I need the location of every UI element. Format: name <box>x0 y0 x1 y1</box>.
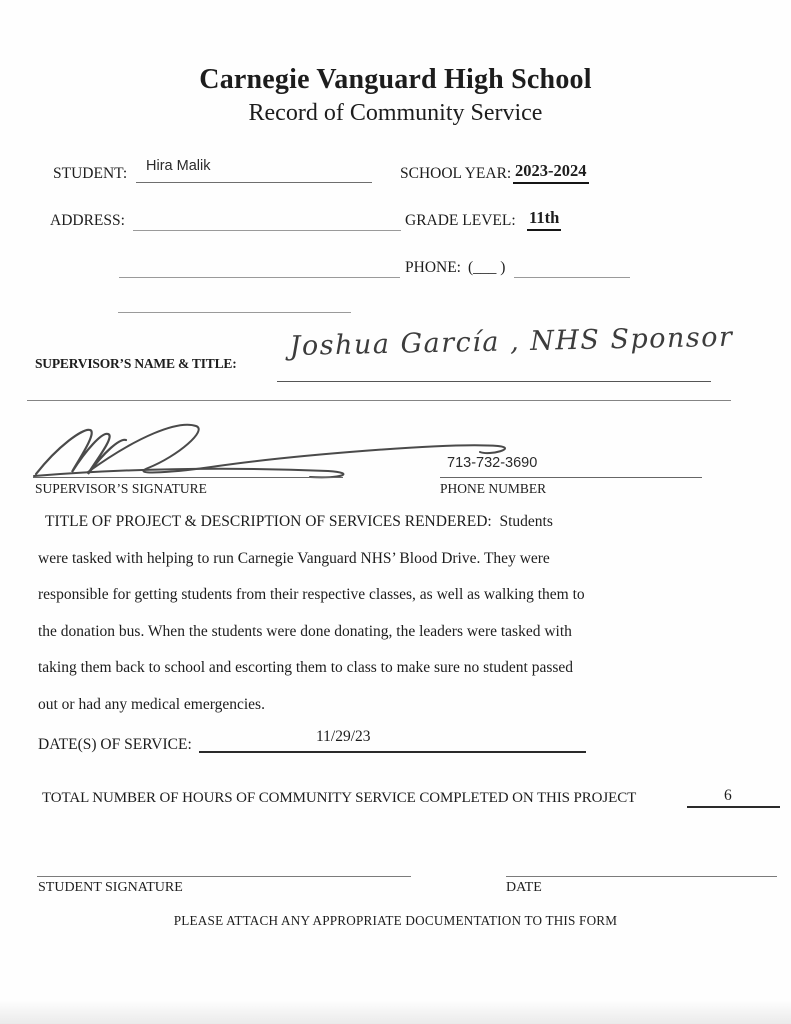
school-year-value: 2023-2024 <box>513 161 589 184</box>
supervisor-name-title-line <box>277 381 711 382</box>
student-signature-line <box>37 876 411 877</box>
supervisor-name-title-value: Joshua García , NHS Sponsor <box>289 321 734 362</box>
school-year-label: SCHOOL YEAR: <box>400 165 512 182</box>
attach-documentation-note: PLEASE ATTACH ANY APPROPRIATE DOCUMENTATION TO THIS FORM <box>173 913 618 928</box>
supervisor-phone-label: PHONE NUMBER <box>440 481 547 496</box>
supervisor-phone-value: 713-732-3690 <box>447 455 538 471</box>
total-hours-label: TOTAL NUMBER OF HOURS OF COMMUNITY SERVICE COMPLETED ON THIS PROJECT <box>42 790 637 806</box>
date-line <box>506 876 777 877</box>
project-description-line: were tasked with helping to run Carnegie Vanguard NHS’ Blood Drive. They were <box>38 549 550 567</box>
total-hours-line <box>687 806 780 808</box>
address-label: ADDRESS: <box>50 212 125 229</box>
supervisor-signature-label: SUPERVISOR’S SIGNATURE <box>35 481 207 496</box>
dates-of-service-value: 11/29/23 <box>316 728 371 745</box>
student-name-line <box>136 182 372 183</box>
supervisor-signature-scribble <box>28 416 553 484</box>
project-description-line: taking them back to school and escorting them to class to make sure no student passed <box>38 659 574 677</box>
dates-of-service-line <box>199 751 586 753</box>
total-hours-value: 6 <box>724 787 732 804</box>
grade-level-value: 11th <box>527 208 561 231</box>
student-signature-label: STUDENT SIGNATURE <box>38 880 183 895</box>
full-width-line <box>27 400 731 401</box>
grade-level-label: GRADE LEVEL: <box>405 212 516 229</box>
project-description-line: out or had any medical emergencies. <box>38 695 265 713</box>
project-description-line: responsible for getting students from their respective classes, as well as walking them to <box>38 586 585 604</box>
page-title: Carnegie Vanguard High School <box>199 64 592 95</box>
supervisor-phone-line <box>440 477 702 478</box>
supervisor-signature-line <box>33 477 343 478</box>
student-label: STUDENT: <box>53 165 128 182</box>
project-description-line: the donation bus. When the students were done donating, the leaders were tasked with <box>38 622 572 640</box>
address-line-3 <box>118 312 351 313</box>
student-name-value: Hira Malik <box>146 158 211 174</box>
page-subtitle: Record of Community Service <box>248 100 543 126</box>
address-line <box>133 230 401 231</box>
supervisor-name-title-label: SUPERVISOR’S NAME & TITLE: <box>35 356 237 371</box>
project-description <box>38 513 623 733</box>
project-description-line: TITLE OF PROJECT & DESCRIPTION OF SERVICES RENDERED: Students <box>45 513 553 530</box>
address-line-2 <box>119 277 400 278</box>
phone-number-line <box>514 277 630 278</box>
date-label: DATE <box>506 880 542 895</box>
dates-of-service-label: DATE(S) OF SERVICE: <box>38 736 192 753</box>
phone-area-code-blank: (___ ) <box>468 259 506 276</box>
phone-label: PHONE: <box>405 259 461 276</box>
